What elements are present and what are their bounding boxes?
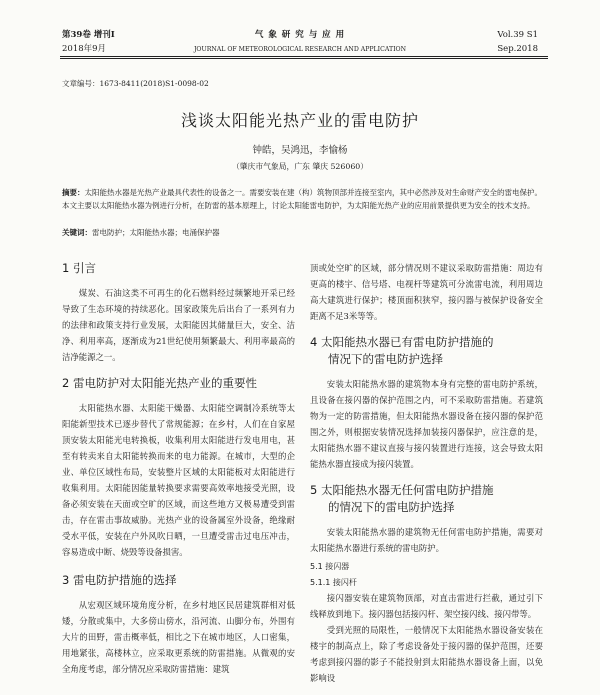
section-2-body [62, 400, 295, 560]
paragraph: 接闪器安装在建筑物顶部，对直击雷进行拦截，通过引下线释放到地下。接闪器包括接闪杆、架空接闪线、接闪带等。 [310, 593, 543, 619]
subsection-5-1-1-body [310, 590, 543, 686]
header-journal-cn: 气 象 研 究 与 应 用 [254, 30, 346, 40]
section-2-title: 2 雷电防护对太阳能光热产业的重要性 [62, 376, 257, 390]
section-3-body [62, 597, 295, 677]
section-5-title-line1: 5 太阳能热水器无任何雷电防护措施 [310, 483, 494, 497]
left-column [62, 260, 295, 677]
header-rule-top [60, 56, 548, 57]
header-rule-bottom [60, 58, 548, 59]
paragraph: 安装太阳能热水器的建筑物无任何雷电防护措施，需要对太阳能热水器进行系统的雷电防护。 [310, 527, 543, 553]
header-journal-en: JOURNAL OF METEOROLOGICAL RESEARCH AND APPLICATION [193, 46, 407, 53]
section-5-title [310, 482, 543, 516]
keywords [62, 226, 542, 239]
paragraph: 受到光照的局限性，一般情况下太阳能热水器设备安装在楼宇的制高点上，除了考虑设备处于接闪器的保护范围，还要考虑到接闪器的影子不能投射到太阳能热水器设备上面，以免影响设 [310, 625, 543, 683]
header-volume: 第39卷 增刊Ⅰ [62, 30, 115, 40]
section-1-title: 1 引言 [62, 261, 96, 275]
subsection-5-1-1-title: 5.1.1 接闪杆 [310, 578, 357, 587]
paragraph: 煤炭、石油这类不可再生的化石燃料经过频繁地开采已经导致了生态环境的持续恶化。国家政策先后出台了一系列有力的法律和政策支持行业发展，太阳能因其储量巨大，安全、洁净、利用率高，逐渐成为21世纪使用频繁最大、利用率最高的洁净能源之一。 [62, 288, 295, 362]
paper-title: 浅谈太阳能光热产业的雷电防护 [180, 111, 419, 130]
section-4-title [310, 334, 543, 368]
keywords-text: 雷电防护；太阳能热水器；电涌保护器 [92, 228, 220, 237]
right-column [310, 260, 543, 686]
keywords-label: 关键词： [62, 228, 92, 237]
paragraph: 太阳能热水器、太阳能干燥器、太阳能空调制冷系统等太阳能新型技术已逐步替代了常规能源；在乡村，人们在自家屋顶安装太阳能光电转换板，收集利用太阳能进行发电用电，甚至有转卖来自太阳能转换而来的电力能源。在城市，大型的企业、单位区域性布局，安装整片区域的太阳能板对太阳能进行收集利用。太阳能因能量转换要求需要高效率地接受光照，设备必须安装在天面或空旷的区域，而这些地方又极易遭受到雷击，存在雷击事故威胁。光热产业的设备属室外设备，绝缘耐受水平低，安装在户外风吹日晒，一旦遭受雷击过电压冲击，容易造成中断、烧毁等设备损害。 [62, 403, 295, 557]
header-volume-en: Vol.39 S1 [497, 30, 538, 40]
section-1-body [62, 285, 295, 365]
paragraph: 安装太阳能热水器的建筑物本身有完整的雷电防护系统，且设备在接闪器的保护范围之内，可不采取防雷措施。若建筑物为一定的防雷措施，但太阳能热水器设备在接闪器的保护范围之外，则根据安装情况选择加装接闪器保护，应注意的是，太阳能热水器不建议直接与接闪装置进行连接，这会导致太阳能热水器直接成为接闪装置。 [310, 379, 543, 469]
header-date-cn: 2018年9月 [62, 44, 107, 54]
section-4-body [310, 376, 543, 472]
header-date-en: Sep.2018 [497, 44, 538, 54]
abstract-label: 摘要： [62, 188, 85, 197]
section-4-title-line2: 情况下的雷电防护选择 [328, 352, 443, 366]
section-5-body [310, 524, 543, 556]
authors: 钟皓，吴鸿迅，李愉杨 [252, 145, 348, 156]
section-4-title-line1: 4 太阳能热水器已有雷电防护措施的 [310, 335, 494, 349]
abstract-text: 太阳能热水器是光热产业最具代表性的设备之一。需要安装在建（构）筑物顶部并连接至室内，其中必然涉及对生命财产安全的雷电保护。本文主要以太阳能热水器为例进行分析，在防雷的基本原理上，讨论太阳能雷电防护，为太阳能光热产业的应用前景提供更为安全的技术支持。 [62, 188, 542, 210]
affiliation: （肇庆市气象局，广东 肇庆 526060） [231, 162, 369, 171]
subsection-5-1-title: 5.1 接闪器 [310, 562, 350, 571]
section-3-continued [310, 260, 543, 324]
abstract [62, 186, 542, 212]
paragraph: 从宏观区域环境角度分析，在乡村地区民居建筑群相对低矮，分散或集中，大多傍山傍水，沿河流、山脚分布，外围有大片的田野，雷击概率低，相比之下在城市地区，人口密集，用地紧张，高楼林立，应采取更系统的防雷措施。从微观的安全角度考虑，部分情况应采取防雷措施：建筑 [62, 600, 295, 674]
article-number: 文章编号：1673-8411(2018)S1-0098-02 [62, 79, 209, 88]
section-5-title-line2: 的情况下的雷电防护选择 [328, 500, 455, 514]
section-3-title: 3 雷电防护措施的选择 [62, 573, 177, 587]
paragraph: 顶或处空旷的区域，部分情况则不建议采取防雷措施：周边有更高的楼宇、信号塔、电视杆等建筑可分流雷电流，利用周边高大建筑进行保护；楼顶面积狭窄，接闪器与被保护设备安全距离不足3米等等。 [310, 263, 543, 321]
